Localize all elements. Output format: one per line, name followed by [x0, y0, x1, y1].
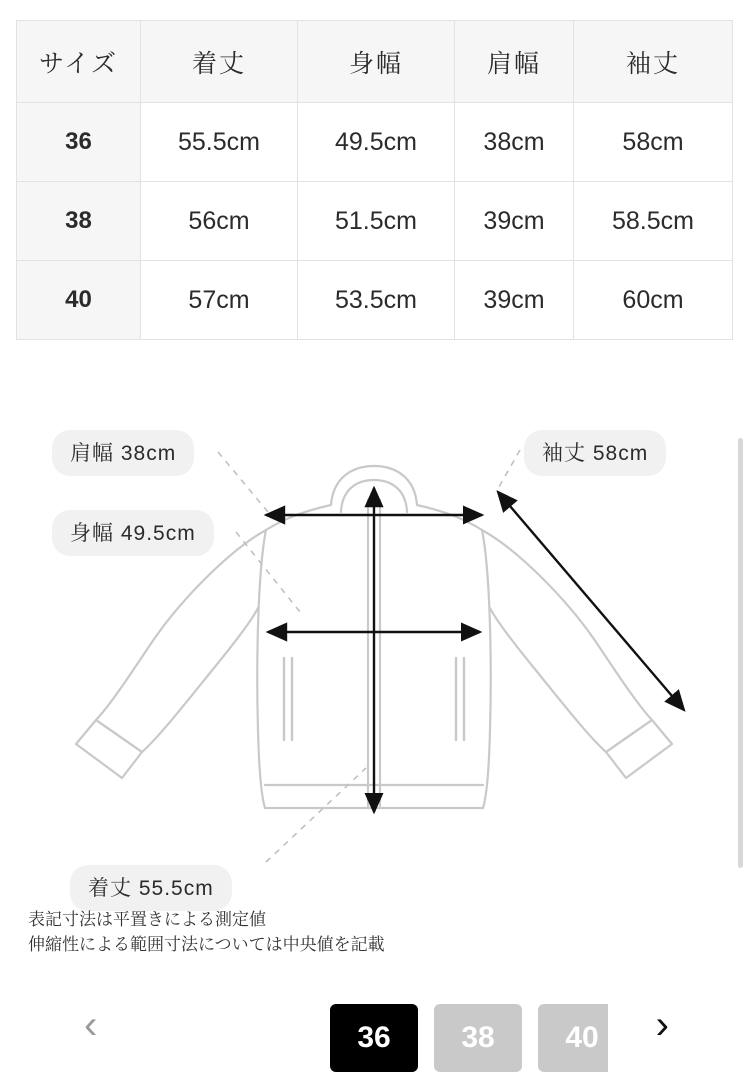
size-table: [16, 20, 733, 340]
cell-shoulder: 39cm: [455, 182, 574, 261]
cell-chest: 49.5cm: [298, 103, 455, 182]
header-size: サイズ: [17, 21, 141, 103]
table-header-row: [17, 21, 733, 103]
size-chip-36[interactable]: 36: [330, 1004, 418, 1072]
callout-chest: 身幅 49.5cm: [52, 510, 214, 556]
cell-shoulder: 39cm: [455, 261, 574, 340]
chest-leader-line: [236, 532, 300, 612]
sleeve-leader-line: [496, 450, 520, 492]
measurement-notes: [28, 908, 385, 957]
notes-line-2: 伸縮性による範囲寸法については中央値を記載: [28, 934, 385, 954]
vertical-scrollbar[interactable]: [738, 438, 743, 868]
size-table-container: [16, 20, 732, 340]
size-chip-38[interactable]: 38: [434, 1004, 522, 1072]
cell-size: 40: [17, 261, 141, 340]
length-leader-line: [266, 768, 366, 862]
callout-shoulder: 肩幅 38cm: [52, 430, 194, 476]
cell-sleeve: 58.5cm: [574, 182, 733, 261]
size-chip-40[interactable]: 40: [538, 1004, 608, 1072]
chevron-left-icon[interactable]: ‹: [84, 1003, 98, 1047]
cell-sleeve: 58cm: [574, 103, 733, 182]
header-chest: 身幅: [298, 21, 455, 103]
cell-length: 56cm: [141, 182, 298, 261]
cell-size: 36: [17, 103, 141, 182]
shoulder-leader-line: [218, 452, 268, 512]
cell-chest: 51.5cm: [298, 182, 455, 261]
cell-chest: 53.5cm: [298, 261, 455, 340]
table-row: [17, 182, 733, 261]
callout-sleeve: 袖丈 58cm: [524, 430, 666, 476]
header-sleeve: 袖丈: [574, 21, 733, 103]
garment-measurement-diagram: [0, 400, 747, 960]
chevron-right-icon[interactable]: ›: [655, 1003, 669, 1047]
table-row: [17, 103, 733, 182]
table-row: [17, 261, 733, 340]
header-length: 着丈: [141, 21, 298, 103]
cell-sleeve: 60cm: [574, 261, 733, 340]
notes-line-1: 表記寸法は平置きによる測定値: [28, 910, 266, 929]
cell-length: 55.5cm: [141, 103, 298, 182]
callout-length: 着丈 55.5cm: [70, 865, 232, 911]
cell-shoulder: 38cm: [455, 103, 574, 182]
cell-length: 57cm: [141, 261, 298, 340]
sleeve-measure-arrow: [498, 492, 684, 710]
cell-size: 38: [17, 182, 141, 261]
size-chip-list: [330, 1004, 608, 1072]
header-shoulder: 肩幅: [455, 21, 574, 103]
